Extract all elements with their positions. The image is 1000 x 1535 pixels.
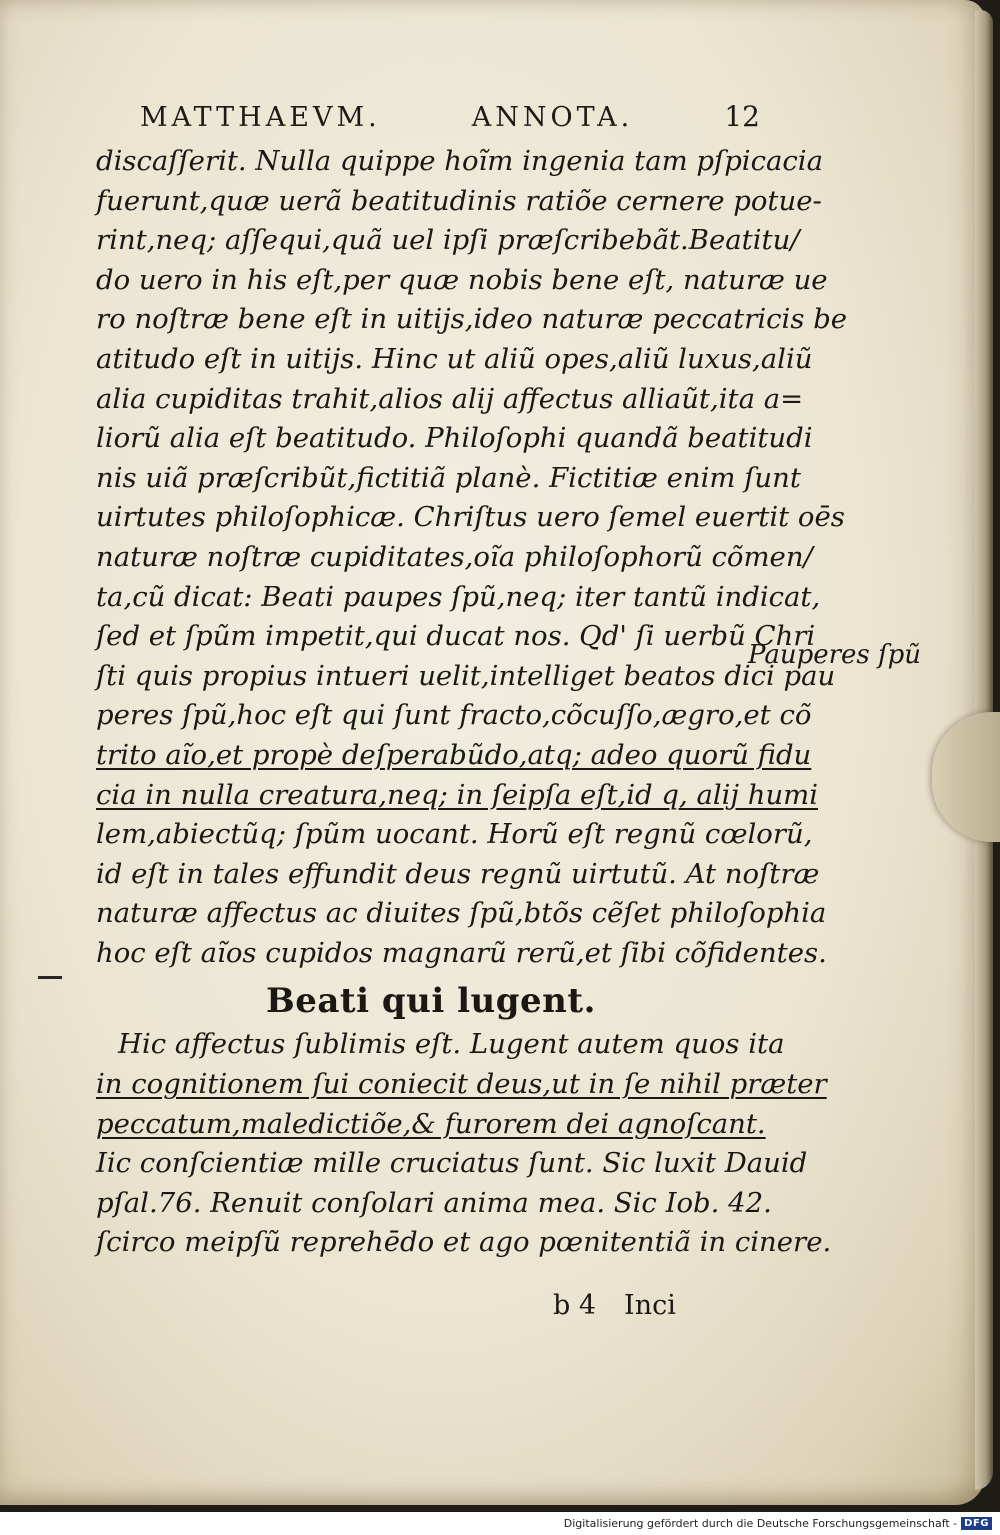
margin-note: Pauperes ſpũ (748, 640, 922, 670)
section-heading: Beati qui lugent. (266, 981, 596, 1022)
text-line: id eſt in tales effundit deus regnũ uirtutũ. At noſtræ (96, 857, 820, 890)
signature-mark: b 4 (553, 1290, 597, 1321)
text-line: atitudo eſt in uitijs. Hinc ut aliũ opes,aliũ luxus,aliũ (96, 342, 813, 375)
text-line: pſal.76. Renuit conſolari anima mea. Sic Iob. 42. (96, 1186, 772, 1219)
text-line: naturæ noſtræ cupiditates,oı̃a philoſophorũ cõmen/ (96, 540, 813, 573)
footer-bar (0, 1512, 1000, 1535)
underlined-line: peccatum,maledictiõe,& furorem dei agnoſcant. (96, 1107, 766, 1140)
running-head-left: MATTHAEVM. (140, 102, 381, 133)
catchword: Inci (624, 1290, 676, 1321)
dfg-logo-icon: DFG (961, 1517, 992, 1530)
text-line: ſcirco meipſũ reprehēdo et ago pœnitentiã in cinere. (96, 1226, 832, 1259)
text-line: peres ſpũ,hoc eſt qui ſunt fracto,cõcuſſo,ægro,et cõ (96, 699, 812, 732)
text-line: discaſſerit. Nulla quippe hoĩm ingenia tam pſpicacia (96, 145, 823, 177)
text-line: nis uiã præſcribũt,fictitiã planè. Fictitiæ enim ſunt (96, 461, 801, 494)
underlined-line: trito aı̃o,et propè deſperabũdo,atq; adeo quorũ fidu (96, 738, 812, 771)
underlined-line: cia in nulla creatura,neq; in ſeipſa eſt,id q, alij humi (96, 778, 819, 811)
text-line: lem,abiectũq; ſpũm uocant. Horũ eſt regnũ cœlorũ, (96, 818, 813, 851)
text-line: ſti quis propius intueri uelit,intelliget beatos dici pau (96, 659, 836, 692)
text-line: naturæ affectus ac diuites ſpũ,btõs cẽſet philoſophia (96, 897, 827, 930)
text-line: uirtutes philoſophicæ. Chriſtus uero ſemel euertit oēs (96, 501, 845, 534)
text-line: Iic conſcientiæ mille cruciatus ſunt. Sic luxit Dauid (96, 1147, 808, 1180)
text-line: ro noſtræ bene eſt in uitijs,ideo naturæ peccatricis be (96, 303, 848, 336)
text-line: hoc eſt aı̃os cupidos magnarũ rerũ,et ſibi cõfidentes. (96, 936, 827, 969)
margin-dash-mark (38, 976, 62, 979)
text-block (96, 142, 848, 1263)
underlined-line: in cognitionem ſui coniecit deus,ut in ſe nihil præter (96, 1068, 827, 1101)
running-head (140, 100, 760, 140)
text-line: do uero in his eſt,per quæ nobis bene eſt, naturæ ue (96, 263, 828, 296)
footer-credit: Digitalisierung gefördert durch die Deutsche Forschungsgemeinschaft - (563, 1517, 958, 1530)
running-head-center: ANNOTA. (471, 102, 634, 133)
text-line: Hic affectus ſublimis eſt. Lugent autem quos ita (118, 1028, 785, 1061)
text-line: alia cupiditas trahit,alios alij affectus alliaũt,ita a= (96, 382, 804, 415)
text-line: ta,cũ dicat: Beati paupes ſpũ,neq; iter tantũ indicat, (96, 580, 821, 613)
text-line: ſed et ſpũm impetit,qui ducat nos. Qd' ſi uerbũ Chri (96, 620, 816, 653)
text-line: liorũ alia eſt beatitudo. Philoſophi quandã beatitudi (96, 422, 813, 455)
text-line: rint,neq; aſſequi,quã uel ipſi præſcribebãt.Beatitu/ (96, 224, 800, 257)
text-line: fuerunt,quæ uerã beatitudinis ratiõe cernere potue- (96, 184, 822, 217)
signature-line (553, 1290, 763, 1321)
folio-number: 12 (724, 100, 760, 133)
